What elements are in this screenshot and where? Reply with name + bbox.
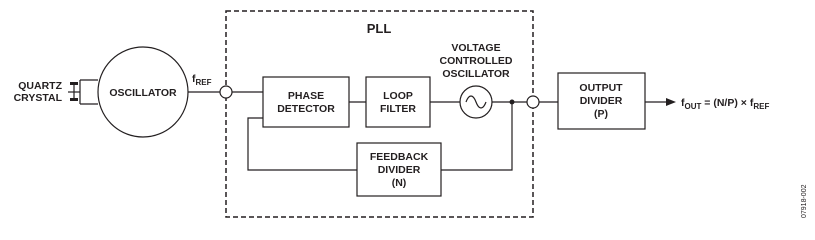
- fout-mid: = (N/P) × f: [701, 97, 754, 109]
- fref-label: [192, 73, 212, 87]
- fref-main: f: [192, 73, 196, 85]
- output-arrowhead: [666, 98, 676, 106]
- vco-label-line1: VOLTAGE: [451, 42, 501, 54]
- fref-sub: REF: [195, 78, 212, 87]
- output-divider-line2: DIVIDER: [579, 95, 623, 107]
- fref-node: [220, 86, 232, 98]
- quartz-label-line2: CRYSTAL: [13, 92, 62, 104]
- pll-title: PLL: [366, 21, 392, 36]
- feedback-divider-line3: (N): [391, 177, 407, 189]
- loop-filter-box: [366, 77, 430, 127]
- quartz-label-line1: QUARTZ: [18, 80, 62, 92]
- output-divider-line3: (P): [594, 108, 608, 120]
- fout-f: f: [681, 97, 685, 109]
- loop-filter-line1: LOOP: [383, 90, 413, 102]
- phase-detector-line2: DETECTOR: [277, 103, 335, 115]
- feedback-divider-line1: FEEDBACK: [369, 151, 429, 163]
- phase-detector-line1: PHASE: [287, 90, 325, 102]
- fout-equation: [681, 97, 769, 111]
- fout-sub-out: OUT: [684, 102, 702, 111]
- vco-output-node: [527, 96, 539, 108]
- loop-filter-line2: FILTER: [380, 103, 416, 115]
- output-divider-line1: OUTPUT: [579, 82, 623, 94]
- vco-label-line2: CONTROLLED: [439, 55, 513, 67]
- vco-label-line3: OSCILLATOR: [442, 68, 510, 80]
- phase-detector-box: [263, 77, 349, 127]
- feedback-divider-line2: DIVIDER: [377, 164, 421, 176]
- quartz-crystal-symbol: [68, 80, 98, 104]
- fout-sub-ref: REF: [753, 102, 770, 111]
- oscillator-label: OSCILLATOR: [109, 87, 177, 99]
- figure-id: 07918-002: [801, 184, 808, 218]
